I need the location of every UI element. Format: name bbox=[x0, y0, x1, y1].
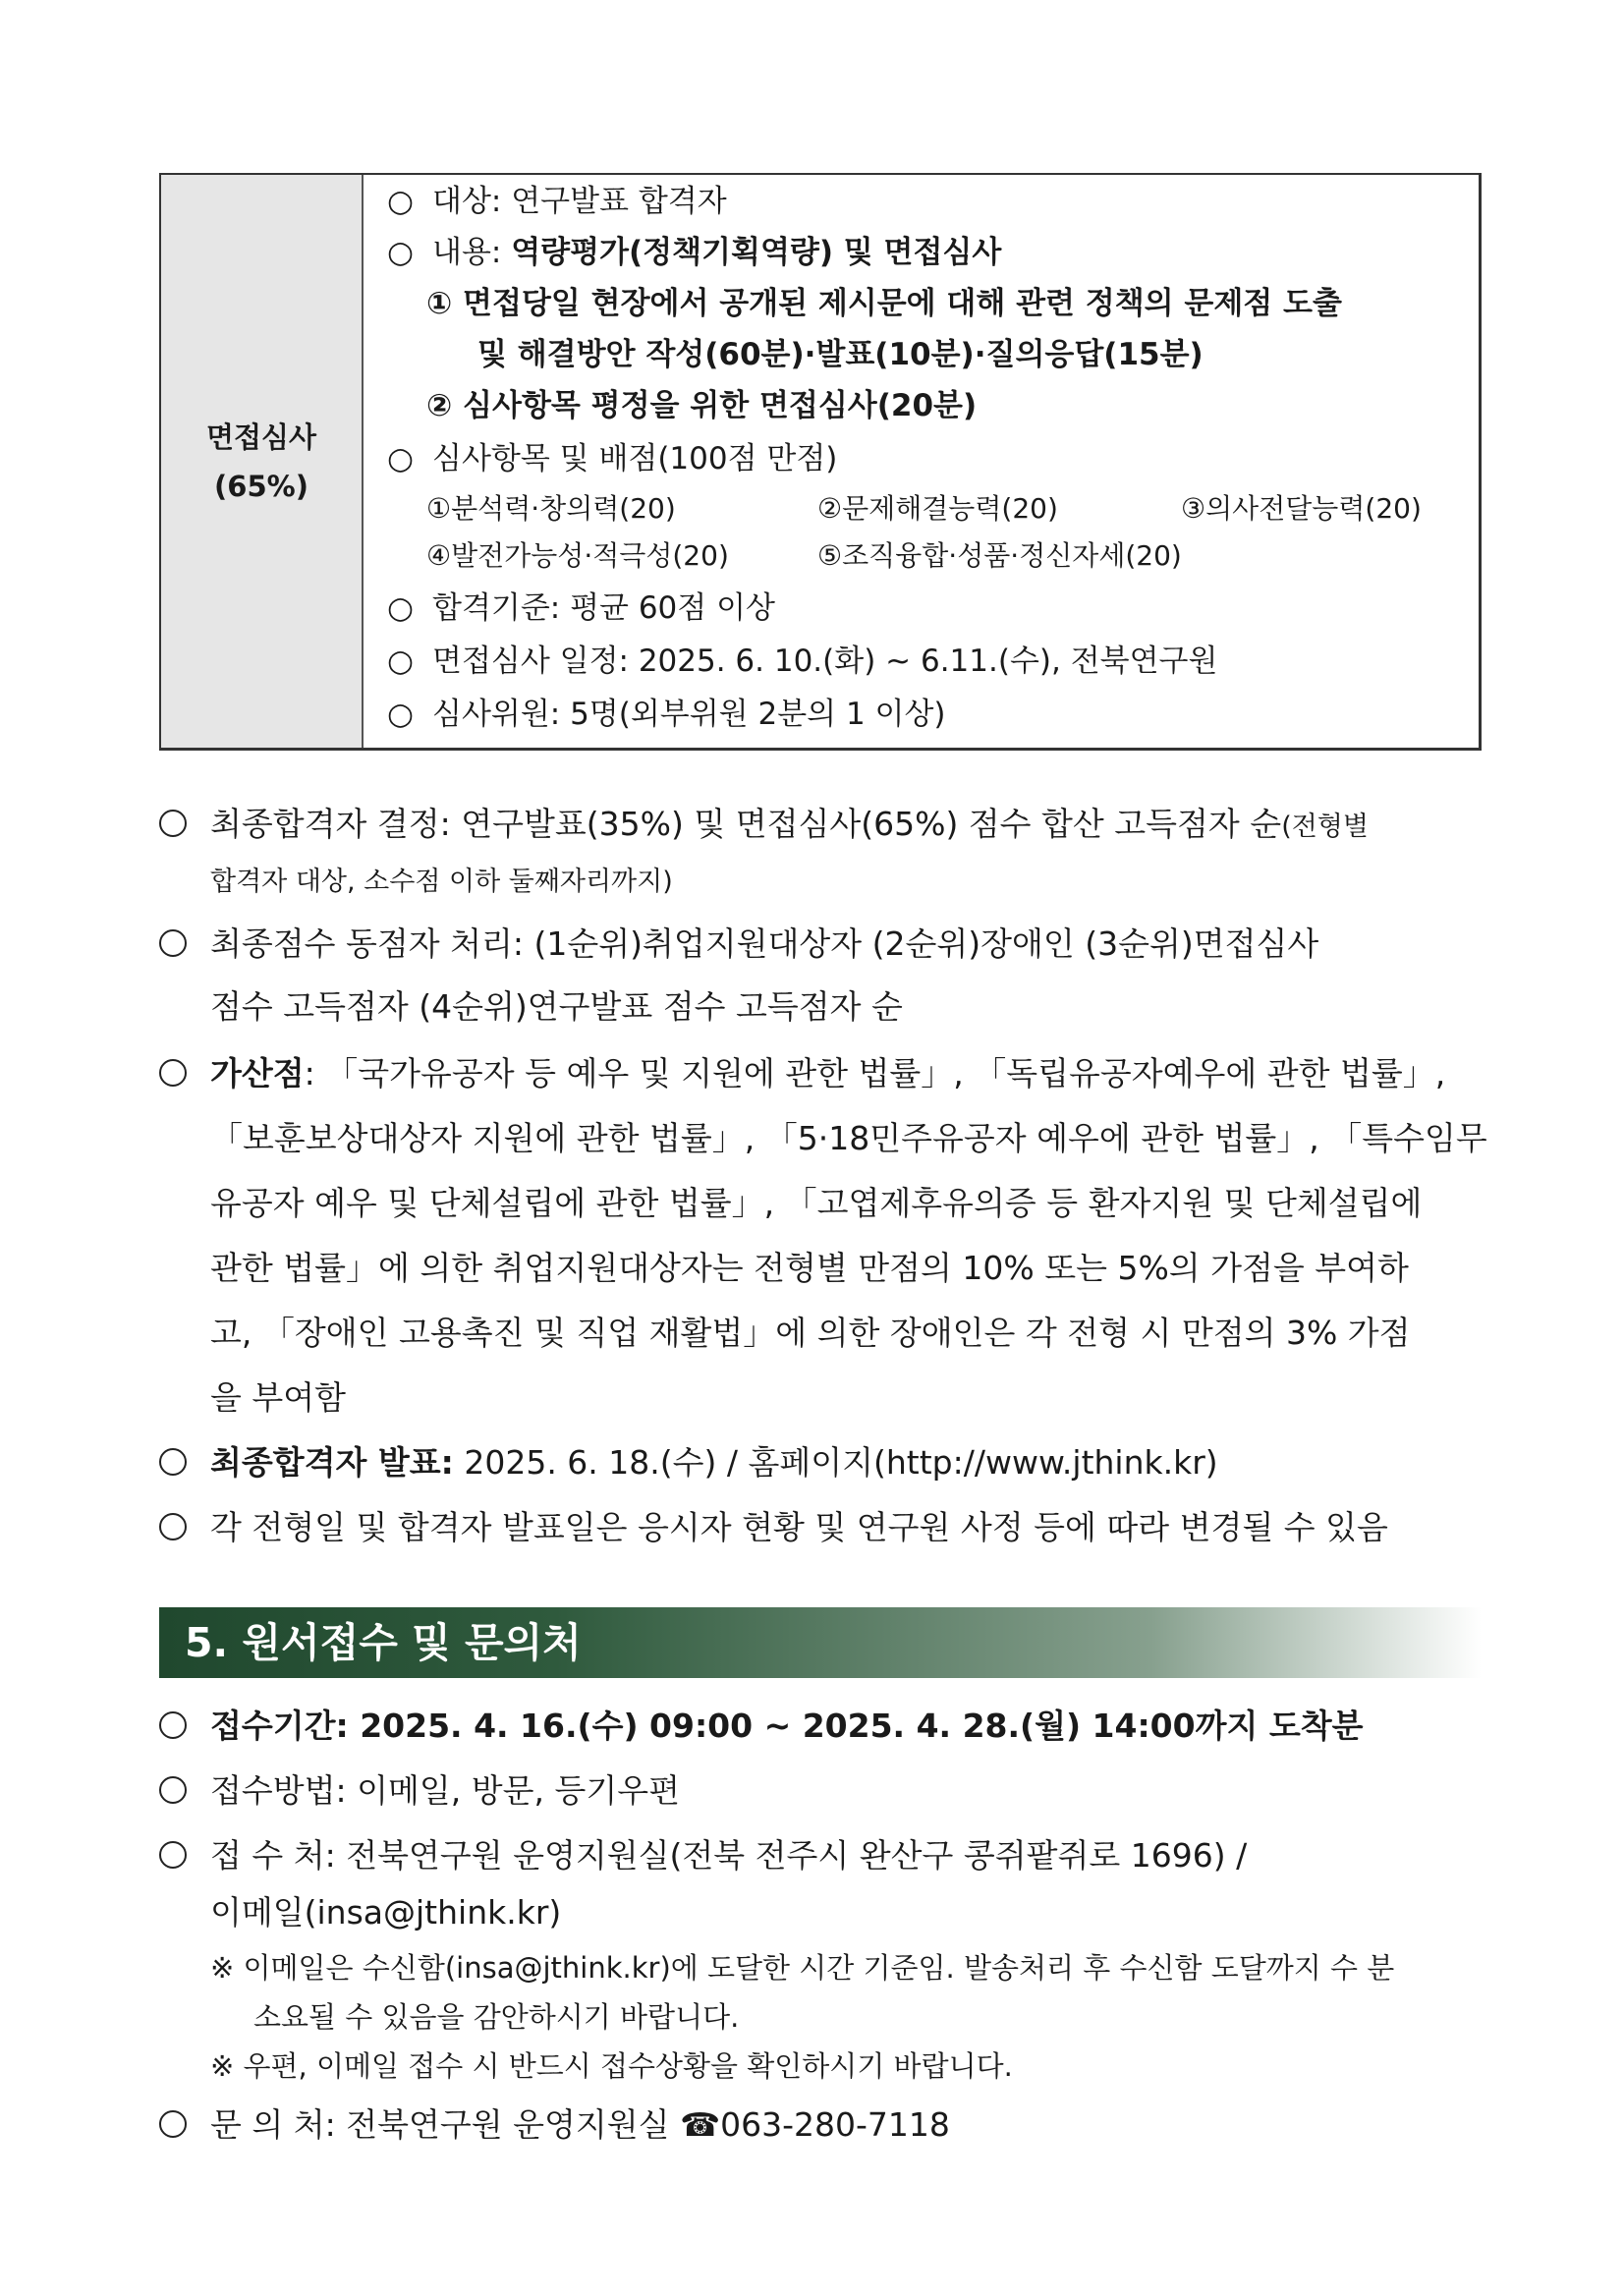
circle-bullet-icon bbox=[159, 1059, 187, 1087]
interview-table bbox=[159, 173, 1482, 751]
interview-label-title: 면접심사 bbox=[205, 420, 317, 454]
content-label: 내용: bbox=[432, 235, 502, 270]
pass-standard-line bbox=[387, 582, 775, 635]
announce-value: 2025. 6. 18.(수) / 홈페이지(http://www.jthink.kr) bbox=[464, 1443, 1218, 1482]
interview-item2-line bbox=[426, 379, 977, 432]
interview-item1-line bbox=[426, 277, 1342, 330]
contact: 문 의 처: 전북연구원 운영지원실 bbox=[210, 2105, 670, 2144]
period-line bbox=[159, 1694, 1363, 1759]
section-5-title: 5. 원서접수 및 문의처 bbox=[185, 1619, 582, 1666]
pass-standard: 합격기준: 평균 60점 이상 bbox=[432, 590, 775, 626]
schedule-line bbox=[387, 635, 1217, 688]
bonus-text-1: : 「국가유공자 등 예우 및 지원에 관한 법률」, 「독립유공자예우에 관한 법률」, bbox=[304, 1054, 1446, 1092]
circle-bullet-icon bbox=[159, 2110, 187, 2138]
circle-bullet-icon bbox=[159, 929, 187, 957]
panel: 심사위원: 5명(외부위원 2분의 1 이상) bbox=[432, 697, 946, 732]
criteria-title: 심사항목 및 배점(100점 만점) bbox=[432, 441, 838, 476]
tie-rule-continued: 점수 고득점자 (4순위)연구발표 점수 고득점자 순 bbox=[210, 987, 903, 1026]
item1-number: ① bbox=[426, 286, 453, 321]
phone-icon: ☎ bbox=[680, 2105, 721, 2144]
content-value: 역량평가(정책기획역량) 및 면접심사 bbox=[511, 235, 1002, 270]
method-line bbox=[159, 1759, 680, 1823]
interview-content-line bbox=[387, 226, 1001, 279]
schedule: 면접심사 일정: 2025. 6. 10.(화) ~ 6.11.(수), 전북연구원 bbox=[432, 644, 1218, 679]
criteria-item-2: ②문제해결능력(20) bbox=[817, 492, 1058, 525]
interview-content-cell bbox=[364, 175, 1479, 748]
email-note-continued: 소요될 수 있음을 감안하시기 바랍니다. bbox=[253, 2000, 740, 2034]
criteria-item-4: ④발전가능성·적극성(20) bbox=[426, 539, 729, 572]
small-circle-bullet: ○ bbox=[387, 184, 415, 219]
criteria-item-1: ①분석력·창의력(20) bbox=[426, 492, 676, 525]
small-circle-bullet: ○ bbox=[387, 441, 415, 476]
contact-line bbox=[159, 2093, 950, 2157]
bonus-line-1 bbox=[159, 1041, 1445, 1106]
section-5-header bbox=[159, 1607, 1482, 1678]
place-line bbox=[159, 1823, 1247, 1888]
place: 접 수 처: 전북연구원 운영지원실(전북 전주시 완산구 콩쥐팥쥐로 1696) / bbox=[210, 1836, 1248, 1875]
criteria-item-3: ③의사전달능력(20) bbox=[1181, 492, 1422, 525]
target-value: 연구발표 합격자 bbox=[511, 184, 727, 219]
item2-text: 심사항목 평정을 위한 면접심사(20분) bbox=[463, 388, 978, 423]
bonus-line-4: 관한 법률」에 의한 취업지원대상자는 전형별 만점의 10% 또는 5%의 가점을 부여하 bbox=[210, 1249, 1409, 1287]
small-circle-bullet: ○ bbox=[387, 590, 415, 626]
circle-bullet-icon bbox=[159, 810, 187, 837]
target-label: 대상: bbox=[432, 184, 502, 219]
bonus-line-6: 을 부여함 bbox=[210, 1378, 347, 1417]
final-decision-line bbox=[159, 792, 1369, 860]
small-circle-bullet: ○ bbox=[387, 697, 415, 732]
small-circle-bullet: ○ bbox=[387, 235, 415, 270]
item2-number: ② bbox=[426, 388, 453, 423]
change-note-line bbox=[159, 1495, 1388, 1560]
bonus-label: 가산점 bbox=[210, 1054, 305, 1092]
phone-number: 063-280-7118 bbox=[720, 2105, 950, 2144]
circle-bullet-icon bbox=[159, 1841, 187, 1869]
item1-text: 면접당일 현장에서 공개된 제시문에 대해 관련 정책의 문제점 도출 bbox=[463, 286, 1342, 321]
announce-line bbox=[159, 1430, 1218, 1495]
circle-bullet-icon bbox=[159, 1448, 187, 1476]
circle-bullet-icon bbox=[159, 1776, 187, 1804]
tie-rule-line bbox=[159, 912, 1318, 977]
interview-label-weight: (65%) bbox=[214, 469, 308, 503]
period: 접수기간: 2025. 4. 16.(수) 09:00 ~ 2025. 4. 28.(월) 14:00까지 도착분 bbox=[210, 1707, 1364, 1745]
circle-bullet-icon bbox=[159, 1711, 187, 1739]
email-note-line: ※ 이메일은 수신함(insa@jthink.kr)에 도달한 시간 기준임. 발송처리 후 수신함 도달까지 수 분 bbox=[210, 1951, 1395, 1985]
criteria-item-5: ⑤조직융합·성품·정신자세(20) bbox=[817, 539, 1182, 572]
tie-rule: 최종점수 동점자 처리: (1순위)취업지원대상자 (2순위)장애인 (3순위)면접심사 bbox=[210, 924, 1319, 963]
final-decision: 최종합격자 결정: 연구발표(35%) 및 면접심사(65%) 점수 합산 고득점자 순 bbox=[210, 805, 1282, 843]
interview-item1-continued: 및 해결방안 작성(60분)·발표(10분)·질의응답(15분) bbox=[477, 337, 1204, 372]
final-decision-continued: 합격자 대상, 소수점 이하 둘째자리까지) bbox=[210, 867, 673, 897]
panel-line bbox=[387, 688, 946, 741]
place-continued: 이메일(insa@jthink.kr) bbox=[210, 1893, 562, 1932]
bonus-line-2: 「보훈보상대상자 지원에 관한 법률」, 「5·18민주유공자 예우에 관한 법률」, 「특수임무 bbox=[210, 1119, 1487, 1157]
circle-bullet-icon bbox=[159, 1513, 187, 1540]
announce-label: 최종합격자 발표: bbox=[210, 1443, 454, 1482]
confirm-note-line: ※ 우편, 이메일 접수 시 반드시 접수상황을 확인하시기 바랍니다. bbox=[210, 2049, 1013, 2083]
change-note: 각 전형일 및 합격자 발표일은 응시자 현황 및 연구원 사정 등에 따라 변경될 수 있음 bbox=[210, 1508, 1388, 1546]
method: 접수방법: 이메일, 방문, 등기우편 bbox=[210, 1771, 680, 1810]
criteria-title-line bbox=[387, 432, 837, 485]
bonus-line-3: 유공자 예우 및 단체설립에 관한 법률」, 「고엽제후유의증 등 환자지원 및 단체설립에 bbox=[210, 1184, 1423, 1222]
final-decision-small: (전형별 bbox=[1281, 812, 1369, 842]
interview-target-line bbox=[387, 175, 727, 228]
interview-label-cell bbox=[161, 175, 364, 748]
small-circle-bullet: ○ bbox=[387, 644, 415, 679]
bonus-line-5: 고, 「장애인 고용촉진 및 직업 재활법」에 의한 장애인은 각 전형 시 만점의 3% 가점 bbox=[210, 1314, 1411, 1352]
